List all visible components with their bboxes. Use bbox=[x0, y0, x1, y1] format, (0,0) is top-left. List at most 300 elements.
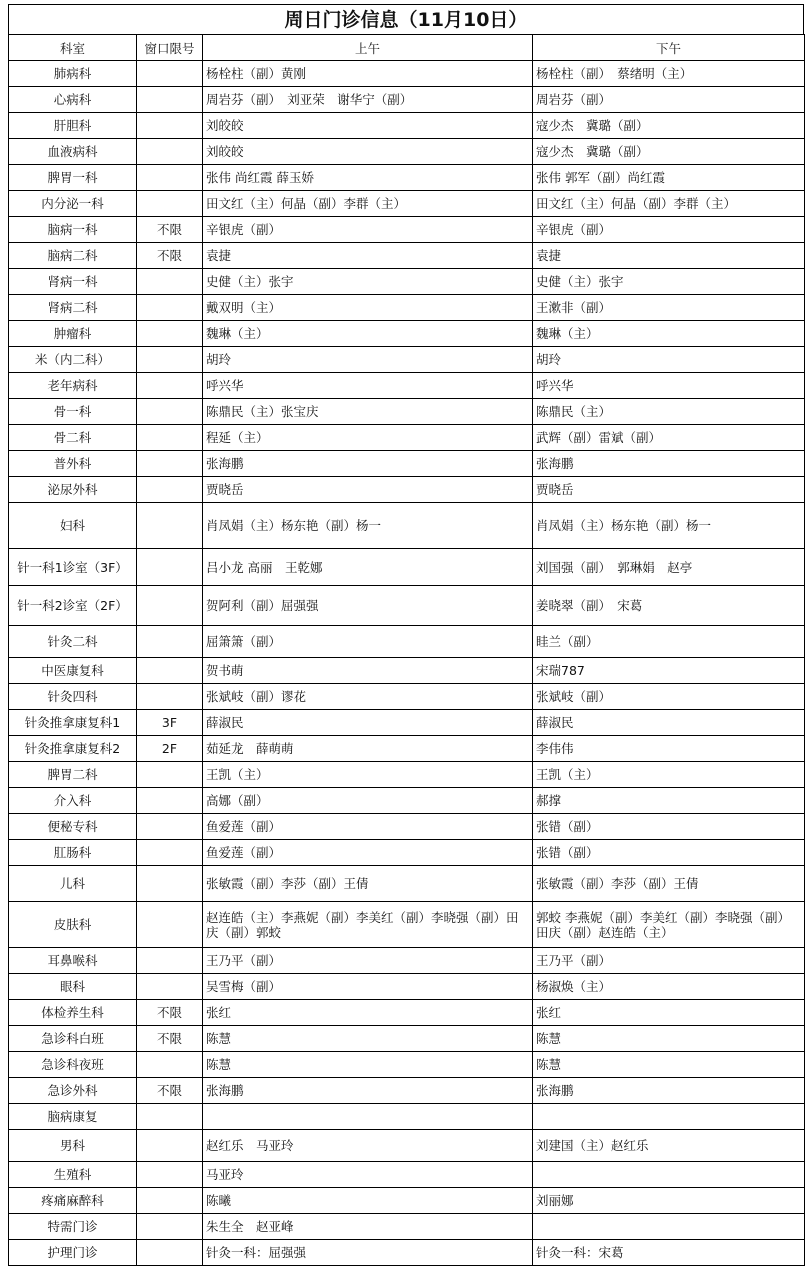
pm-cell bbox=[533, 425, 805, 451]
dept-cell-text: 针灸推拿康复科1 bbox=[24, 715, 121, 730]
limit-cell bbox=[137, 840, 203, 866]
table-row bbox=[9, 658, 805, 684]
dept-cell-text: 骨二科 bbox=[53, 430, 92, 445]
dept-cell bbox=[9, 425, 137, 451]
pm-cell-text: 郭蛟 李燕妮（副）李美红（副）李晓强（副）田庆（副）赵连皓（主） bbox=[536, 909, 790, 940]
pm-cell-text: 武辉（副）雷斌（副） bbox=[536, 430, 662, 445]
dept-cell-text: 肾病一科 bbox=[47, 274, 98, 289]
pm-cell-text: 宋瑞787 bbox=[536, 663, 585, 678]
table-row bbox=[9, 1188, 805, 1214]
pm-cell bbox=[533, 217, 805, 243]
am-cell-text: 魏琳（主） bbox=[206, 326, 269, 341]
table-row bbox=[9, 477, 805, 503]
am-cell bbox=[203, 626, 533, 658]
am-cell-text: 程延（主） bbox=[206, 430, 269, 445]
table-row bbox=[9, 626, 805, 658]
table-row bbox=[9, 1052, 805, 1078]
table-row bbox=[9, 191, 805, 217]
dept-cell-text: 脾胃一科 bbox=[47, 170, 98, 185]
pm-cell-text: 魏琳（主） bbox=[536, 326, 599, 341]
am-cell-text: 陈曦 bbox=[206, 1193, 232, 1208]
dept-cell-text: 骨一科 bbox=[53, 404, 92, 419]
am-cell bbox=[203, 1052, 533, 1078]
dept-cell-text: 米（内二科） bbox=[34, 352, 110, 367]
limit-cell bbox=[137, 321, 203, 347]
table-row bbox=[9, 814, 805, 840]
pm-cell-text: 张海鹏 bbox=[536, 1083, 574, 1098]
pm-cell bbox=[533, 902, 805, 948]
dept-cell-text: 脾胃二科 bbox=[47, 767, 98, 782]
am-cell bbox=[203, 243, 533, 269]
pm-cell bbox=[533, 1078, 805, 1104]
dept-cell bbox=[9, 243, 137, 269]
pm-cell bbox=[533, 477, 805, 503]
pm-cell bbox=[533, 373, 805, 399]
am-cell bbox=[203, 840, 533, 866]
table-row bbox=[9, 1214, 805, 1240]
header-am: 上午 bbox=[203, 35, 533, 61]
table-row bbox=[9, 1078, 805, 1104]
am-cell-text: 胡玲 bbox=[206, 352, 232, 367]
pm-cell bbox=[533, 87, 805, 113]
dept-cell-text: 中医康复科 bbox=[41, 663, 104, 678]
pm-cell-text: 针灸一科：宋葛 bbox=[536, 1245, 624, 1260]
dept-cell-text: 肿瘤科 bbox=[53, 326, 92, 341]
am-cell bbox=[203, 658, 533, 684]
dept-cell-text: 眼科 bbox=[59, 979, 85, 994]
limit-cell bbox=[137, 788, 203, 814]
table-row bbox=[9, 321, 805, 347]
am-cell bbox=[203, 1188, 533, 1214]
dept-cell bbox=[9, 191, 137, 217]
pm-cell bbox=[533, 586, 805, 626]
limit-cell bbox=[137, 549, 203, 586]
pm-cell-text: 寇少杰 冀璐（副） bbox=[536, 144, 649, 159]
limit-cell bbox=[137, 425, 203, 451]
am-cell bbox=[203, 503, 533, 549]
dept-cell-text: 便秘专科 bbox=[47, 819, 98, 834]
am-cell bbox=[203, 113, 533, 139]
dept-cell-text: 脑病一科 bbox=[47, 222, 98, 237]
pm-cell-text: 姜晓翠（副） 宋葛 bbox=[536, 598, 643, 613]
table-row bbox=[9, 165, 805, 191]
pm-cell bbox=[533, 948, 805, 974]
pm-cell-text: 张斌岐（副） bbox=[536, 689, 612, 704]
dept-cell-text: 针一科1诊室（3F） bbox=[17, 559, 128, 575]
dept-cell bbox=[9, 217, 137, 243]
am-cell bbox=[203, 347, 533, 373]
am-cell-text: 史健（主）张宇 bbox=[206, 274, 294, 289]
limit-cell bbox=[137, 243, 203, 269]
am-cell-text: 刘皎皎 bbox=[206, 118, 244, 133]
am-cell bbox=[203, 684, 533, 710]
table-row bbox=[9, 762, 805, 788]
table-row bbox=[9, 1000, 805, 1026]
table-row bbox=[9, 710, 805, 736]
dept-cell bbox=[9, 321, 137, 347]
pm-cell-text: 肖凤娟（主）杨东艳（副）杨一 bbox=[536, 518, 712, 533]
am-cell-text: 针灸一科：屈强强 bbox=[206, 1245, 307, 1260]
dept-cell bbox=[9, 974, 137, 1000]
am-cell-text: 田文红（主）何晶（副）李群（主） bbox=[206, 196, 407, 211]
dept-cell bbox=[9, 87, 137, 113]
table-row bbox=[9, 87, 805, 113]
am-cell bbox=[203, 269, 533, 295]
table-row bbox=[9, 974, 805, 1000]
limit-cell bbox=[137, 1162, 203, 1188]
table-row bbox=[9, 788, 805, 814]
pm-cell bbox=[533, 658, 805, 684]
pm-cell bbox=[533, 710, 805, 736]
am-cell bbox=[203, 586, 533, 626]
table-row bbox=[9, 451, 805, 477]
limit-cell bbox=[137, 974, 203, 1000]
dept-cell-text: 肾病二科 bbox=[47, 300, 98, 315]
limit-cell bbox=[137, 762, 203, 788]
dept-cell bbox=[9, 902, 137, 948]
schedule-rows bbox=[9, 61, 805, 1266]
pm-cell bbox=[533, 840, 805, 866]
dept-cell bbox=[9, 762, 137, 788]
am-cell-text: 刘皎皎 bbox=[206, 144, 244, 159]
limit-cell bbox=[137, 191, 203, 217]
am-cell-text: 马亚玲 bbox=[206, 1167, 244, 1182]
pm-cell-text: 王凯（主） bbox=[536, 767, 599, 782]
pm-cell-text: 张敏霞（副）李莎（副）王倩 bbox=[536, 876, 699, 891]
am-cell-text: 杨栓柱（副）黄刚 bbox=[206, 66, 307, 81]
pm-cell bbox=[533, 788, 805, 814]
table-row bbox=[9, 295, 805, 321]
am-cell-text: 肖凤娟（主）杨东艳（副）杨一 bbox=[206, 518, 382, 533]
dept-cell-text: 肝胆科 bbox=[53, 118, 92, 133]
pm-cell bbox=[533, 139, 805, 165]
pm-cell-text: 眭兰（副） bbox=[536, 634, 599, 649]
pm-cell-text: 王漱非（副） bbox=[536, 300, 612, 315]
dept-cell-text: 皮肤科 bbox=[53, 917, 92, 932]
am-cell-text: 张海鹏 bbox=[206, 1083, 244, 1098]
dept-cell bbox=[9, 113, 137, 139]
limit-cell bbox=[137, 1130, 203, 1162]
table-row bbox=[9, 1162, 805, 1188]
table-row bbox=[9, 840, 805, 866]
am-cell bbox=[203, 165, 533, 191]
limit-cell bbox=[137, 113, 203, 139]
pm-cell bbox=[533, 549, 805, 586]
dept-cell-text: 泌尿外科 bbox=[47, 482, 98, 497]
pm-cell bbox=[533, 1130, 805, 1162]
dept-cell bbox=[9, 1000, 137, 1026]
pm-cell bbox=[533, 736, 805, 762]
am-cell bbox=[203, 321, 533, 347]
am-cell-text: 屈箫箫（副） bbox=[206, 634, 282, 649]
table-row bbox=[9, 1240, 805, 1266]
dept-cell-text: 老年病科 bbox=[47, 378, 98, 393]
pm-cell bbox=[533, 684, 805, 710]
pm-cell-text: 杨栓柱（副） 蔡绪明（主） bbox=[536, 66, 693, 81]
dept-cell bbox=[9, 736, 137, 762]
dept-cell-text: 儿科 bbox=[59, 876, 85, 891]
table-row bbox=[9, 425, 805, 451]
limit-cell bbox=[137, 1240, 203, 1266]
schedule-table bbox=[8, 34, 805, 1266]
dept-cell bbox=[9, 139, 137, 165]
am-cell bbox=[203, 866, 533, 902]
table-row bbox=[9, 503, 805, 549]
pm-cell bbox=[533, 451, 805, 477]
dept-cell bbox=[9, 1214, 137, 1240]
table-row bbox=[9, 1104, 805, 1130]
dept-cell-text: 肺病科 bbox=[53, 66, 92, 81]
limit-cell bbox=[137, 139, 203, 165]
dept-cell bbox=[9, 586, 137, 626]
pm-cell-text: 寇少杰 冀璐（副） bbox=[536, 118, 649, 133]
table-row bbox=[9, 269, 805, 295]
limit-cell bbox=[137, 269, 203, 295]
pm-cell bbox=[533, 191, 805, 217]
dept-cell bbox=[9, 347, 137, 373]
dept-cell-text: 针灸推拿康复科2 bbox=[24, 741, 121, 756]
am-cell-text: 张敏霞（副）李莎（副）王倩 bbox=[206, 876, 369, 891]
am-cell bbox=[203, 139, 533, 165]
table-row bbox=[9, 586, 805, 626]
am-cell-text: 陈鼎民（主）张宝庆 bbox=[206, 404, 319, 419]
pm-cell-text: 张错（副） bbox=[536, 845, 599, 860]
am-cell-text: 鱼爱莲（副） bbox=[206, 819, 282, 834]
am-cell-text: 吕小龙 高丽 王乾娜 bbox=[206, 559, 323, 575]
pm-cell-text: 辛银虎（副） bbox=[536, 222, 612, 237]
schedule-sheet bbox=[8, 4, 804, 1266]
limit-cell bbox=[137, 503, 203, 549]
am-cell-text: 陈慧 bbox=[206, 1057, 232, 1072]
dept-cell-text: 普外科 bbox=[53, 456, 92, 471]
am-cell-text: 张伟 尚红霞 薛玉娇 bbox=[206, 170, 314, 185]
am-cell-text: 张红 bbox=[206, 1005, 232, 1020]
pm-cell bbox=[533, 347, 805, 373]
limit-cell-text: 不限 bbox=[156, 1005, 182, 1020]
am-cell bbox=[203, 736, 533, 762]
am-cell-text: 茹延龙 薛萌萌 bbox=[206, 741, 294, 756]
am-cell-text: 赵连皓（主）李燕妮（副）李美红（副）李晓强（副）田庆（副）郭蛟 bbox=[206, 909, 519, 940]
am-cell bbox=[203, 788, 533, 814]
dept-cell bbox=[9, 1078, 137, 1104]
limit-cell-text: 不限 bbox=[156, 222, 182, 237]
pm-cell-text: 薛淑民 bbox=[536, 715, 574, 730]
pm-cell bbox=[533, 61, 805, 87]
limit-cell bbox=[137, 1104, 203, 1130]
am-cell-text: 张斌岐（副）谬花 bbox=[206, 689, 307, 704]
pm-cell bbox=[533, 1104, 805, 1130]
header-limit: 窗口限号 bbox=[137, 35, 203, 61]
pm-cell bbox=[533, 113, 805, 139]
am-cell-text: 贾晓岳 bbox=[206, 482, 244, 497]
limit-cell bbox=[137, 165, 203, 191]
am-cell bbox=[203, 1240, 533, 1266]
table-row bbox=[9, 1130, 805, 1162]
table-row bbox=[9, 1026, 805, 1052]
dept-cell bbox=[9, 658, 137, 684]
limit-cell bbox=[137, 1000, 203, 1026]
am-cell bbox=[203, 762, 533, 788]
dept-cell bbox=[9, 1188, 137, 1214]
limit-cell bbox=[137, 1188, 203, 1214]
table-row bbox=[9, 902, 805, 948]
limit-cell-text: 不限 bbox=[156, 1083, 182, 1098]
am-cell-text: 袁捷 bbox=[206, 248, 232, 263]
am-cell bbox=[203, 948, 533, 974]
dept-cell bbox=[9, 814, 137, 840]
pm-cell bbox=[533, 165, 805, 191]
pm-cell bbox=[533, 399, 805, 425]
dept-cell-text: 护理门诊 bbox=[47, 1245, 98, 1260]
limit-cell-text: 2F bbox=[161, 741, 178, 756]
pm-cell-text: 张错（副） bbox=[536, 819, 599, 834]
table-row bbox=[9, 549, 805, 586]
dept-cell bbox=[9, 788, 137, 814]
pm-cell-text: 呼兴华 bbox=[536, 378, 574, 393]
am-cell-text: 贺阿利（副）屈强强 bbox=[206, 598, 319, 613]
pm-cell-text: 陈鼎民（主） bbox=[536, 404, 612, 419]
pm-cell-text: 胡玲 bbox=[536, 352, 562, 367]
am-cell bbox=[203, 1162, 533, 1188]
pm-cell-text: 刘建国（主）赵红乐 bbox=[536, 1138, 649, 1153]
dept-cell bbox=[9, 1052, 137, 1078]
table-row bbox=[9, 347, 805, 373]
dept-cell bbox=[9, 866, 137, 902]
am-cell bbox=[203, 549, 533, 586]
am-cell-text: 呼兴华 bbox=[206, 378, 244, 393]
am-cell bbox=[203, 87, 533, 113]
dept-cell bbox=[9, 295, 137, 321]
pm-cell bbox=[533, 762, 805, 788]
am-cell bbox=[203, 814, 533, 840]
pm-cell bbox=[533, 814, 805, 840]
dept-cell bbox=[9, 477, 137, 503]
dept-cell bbox=[9, 503, 137, 549]
table-row bbox=[9, 866, 805, 902]
table-row bbox=[9, 217, 805, 243]
limit-cell bbox=[137, 586, 203, 626]
limit-cell bbox=[137, 866, 203, 902]
pm-cell-text: 张海鹏 bbox=[536, 456, 574, 471]
dept-cell bbox=[9, 1162, 137, 1188]
dept-cell bbox=[9, 1026, 137, 1052]
pm-cell-text: 刘丽娜 bbox=[536, 1193, 574, 1208]
limit-cell bbox=[137, 1078, 203, 1104]
pm-cell bbox=[533, 1214, 805, 1240]
am-cell bbox=[203, 1130, 533, 1162]
am-cell bbox=[203, 1214, 533, 1240]
table-row bbox=[9, 736, 805, 762]
limit-cell bbox=[137, 684, 203, 710]
dept-cell-text: 针灸二科 bbox=[47, 634, 98, 649]
limit-cell bbox=[137, 347, 203, 373]
am-cell-text: 张海鹏 bbox=[206, 456, 244, 471]
pm-cell bbox=[533, 974, 805, 1000]
dept-cell bbox=[9, 399, 137, 425]
table-row bbox=[9, 139, 805, 165]
limit-cell bbox=[137, 902, 203, 948]
table-row bbox=[9, 948, 805, 974]
am-cell-text: 薛淑民 bbox=[206, 715, 244, 730]
dept-cell-text: 脑病康复 bbox=[47, 1109, 98, 1124]
limit-cell-text: 不限 bbox=[156, 1031, 182, 1046]
am-cell bbox=[203, 373, 533, 399]
am-cell-text: 朱生全 赵亚峰 bbox=[206, 1219, 294, 1234]
limit-cell bbox=[137, 658, 203, 684]
dept-cell-text: 疼痛麻醉科 bbox=[41, 1193, 104, 1208]
dept-cell-text: 耳鼻喉科 bbox=[47, 953, 98, 968]
pm-cell-text: 周岩芬（副） bbox=[536, 92, 612, 107]
table-row bbox=[9, 243, 805, 269]
limit-cell bbox=[137, 87, 203, 113]
dept-cell-text: 妇科 bbox=[59, 518, 85, 533]
limit-cell bbox=[137, 295, 203, 321]
dept-cell-text: 针灸四科 bbox=[47, 689, 98, 704]
am-cell-text: 高娜（副） bbox=[206, 793, 269, 808]
pm-cell bbox=[533, 1052, 805, 1078]
am-cell bbox=[203, 61, 533, 87]
limit-cell bbox=[137, 814, 203, 840]
am-cell bbox=[203, 974, 533, 1000]
dept-cell-text: 心病科 bbox=[53, 92, 92, 107]
am-cell bbox=[203, 191, 533, 217]
limit-cell bbox=[137, 736, 203, 762]
am-cell bbox=[203, 1104, 533, 1130]
pm-cell-text: 张红 bbox=[536, 1005, 562, 1020]
table-row bbox=[9, 373, 805, 399]
am-cell-text: 王乃平（副） bbox=[206, 953, 282, 968]
limit-cell bbox=[137, 710, 203, 736]
am-cell-text: 王凯（主） bbox=[206, 767, 269, 782]
table-row bbox=[9, 61, 805, 87]
am-cell-text: 辛银虎（副） bbox=[206, 222, 282, 237]
limit-cell bbox=[137, 1214, 203, 1240]
dept-cell-text: 肛肠科 bbox=[53, 845, 92, 860]
am-cell bbox=[203, 295, 533, 321]
pm-cell bbox=[533, 243, 805, 269]
dept-cell bbox=[9, 549, 137, 586]
pm-cell-text: 陈慧 bbox=[536, 1057, 562, 1072]
pm-cell bbox=[533, 503, 805, 549]
am-cell bbox=[203, 1078, 533, 1104]
pm-cell-text: 陈慧 bbox=[536, 1031, 562, 1046]
dept-cell bbox=[9, 1130, 137, 1162]
dept-cell bbox=[9, 61, 137, 87]
pm-cell bbox=[533, 1188, 805, 1214]
am-cell-text: 贺书萌 bbox=[206, 663, 244, 678]
limit-cell bbox=[137, 1026, 203, 1052]
limit-cell bbox=[137, 373, 203, 399]
limit-cell bbox=[137, 217, 203, 243]
am-cell bbox=[203, 710, 533, 736]
limit-cell-text: 3F bbox=[161, 715, 178, 730]
dept-cell-text: 急诊科夜班 bbox=[41, 1057, 104, 1072]
table-row bbox=[9, 684, 805, 710]
pm-cell-text: 袁捷 bbox=[536, 248, 562, 263]
am-cell-text: 戴双明（主） bbox=[206, 300, 282, 315]
am-cell-text: 赵红乐 马亚玲 bbox=[206, 1138, 294, 1153]
dept-cell bbox=[9, 948, 137, 974]
limit-cell bbox=[137, 626, 203, 658]
dept-cell bbox=[9, 710, 137, 736]
table-row bbox=[9, 399, 805, 425]
dept-cell-text: 内分泌一科 bbox=[41, 196, 104, 211]
page-title: 周日门诊信息（11月10日） bbox=[8, 4, 804, 34]
pm-cell-text: 贾晓岳 bbox=[536, 482, 574, 497]
am-cell bbox=[203, 902, 533, 948]
dept-cell-text: 特需门诊 bbox=[47, 1219, 98, 1234]
pm-cell bbox=[533, 269, 805, 295]
